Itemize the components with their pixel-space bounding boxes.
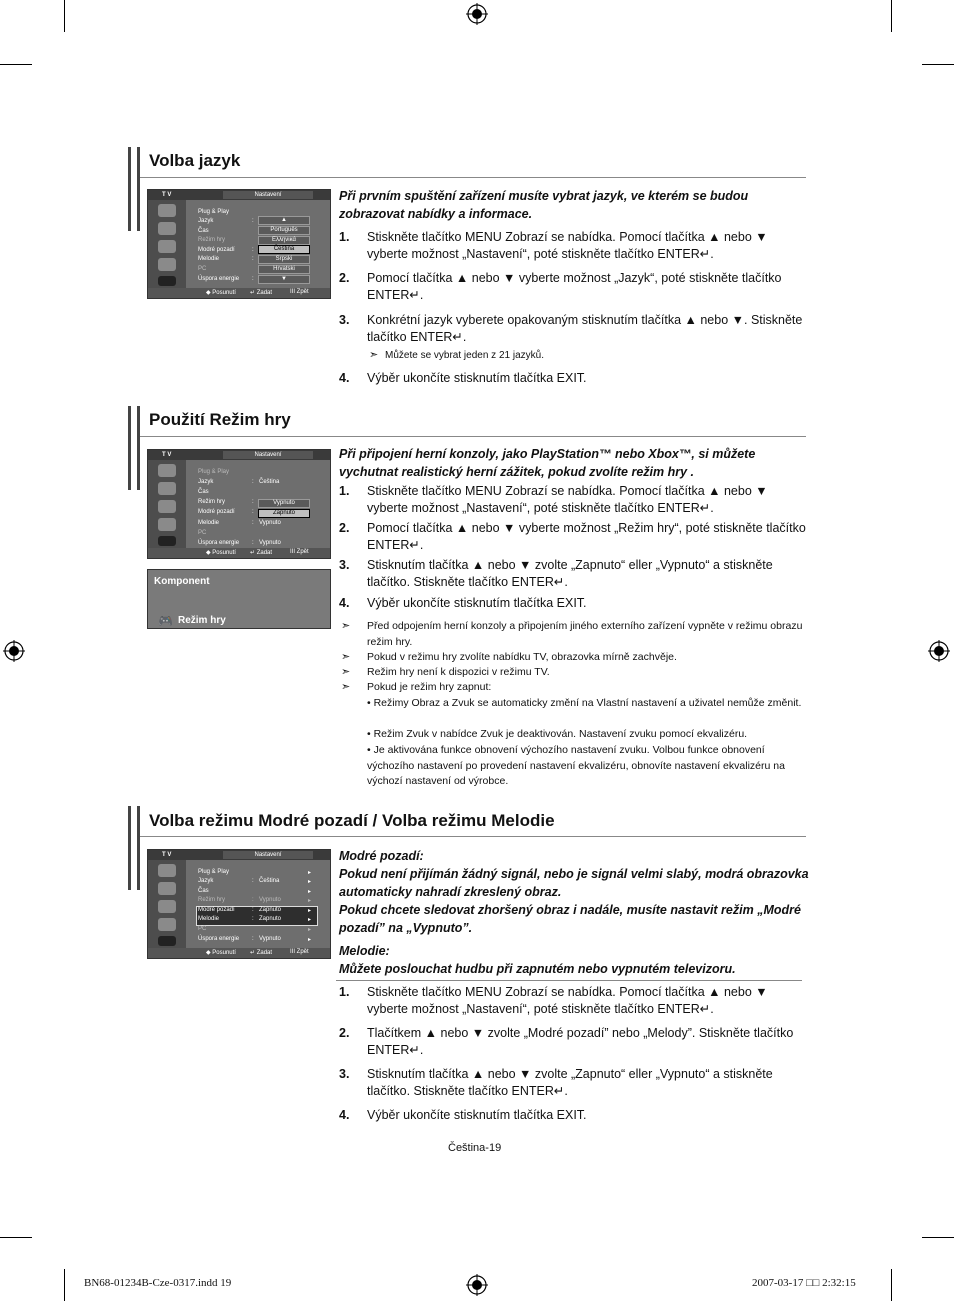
menu-sidebar [148, 860, 186, 948]
note-arrow-icon: ➣ [341, 666, 351, 678]
section-title: Volba jazyk [149, 151, 241, 170]
section-rule [140, 836, 806, 837]
input-icon [158, 464, 176, 477]
game-mode-option: Vypnuto [258, 499, 310, 508]
crop-mark [0, 64, 32, 65]
tv-menu-screenshot: T V Nastavení Plug & Play Jazyk : Čeština Čas Režim hry : Modré pozadí : Melodie : Vypnuto PC Úspora energie : Vypnuto Vypnuto Zapnuto ◆ Posunutí ↵ Zadat III Zpět [147, 449, 331, 559]
sound-icon [158, 900, 176, 913]
language-option: Ελληνικά [258, 236, 310, 245]
menu-footer: ◆ Posunutí ↵ Zadat III Zpět [148, 548, 330, 558]
language-option: Hrvatski [258, 265, 310, 274]
step: 1. Stiskněte tlačítko MENU Zobrazí se nabídka. Pomocí tlačítka ▲ nebo ▼ vyberte možnost „Nastavení“, poté stiskněte tlačítko ENTER↵. [339, 985, 768, 1016]
bullet-item: • Režim Zvuk v nabídce Zvuk je deaktivován. Nastavení zvuku pomocí ekvalizéru. [367, 728, 748, 740]
note-arrow-icon: ➣ [369, 349, 379, 361]
crop-mark [0, 1237, 32, 1238]
step: 1. Stiskněte tlačítko MENU Zobrazí se nabídka. Pomocí tlačítka ▲ nebo ▼ vyberte možnost „Nastavení“, poté stiskněte tlačítko ENTER↵. [339, 484, 768, 515]
section-intro: Můžete poslouchat hudbu při zapnutém nebo vypnutém televizoru. [339, 962, 736, 976]
picture-icon [158, 222, 176, 235]
menu-footer: ◆ Posunutí ↵ Zadat III Zpět [148, 948, 330, 958]
divider [336, 980, 802, 981]
section-intro: Při prvním spuštění zařízení musíte vybrat jazyk, ve kterém se budou zobrazovat nabídky a informace. [339, 189, 749, 221]
channel-icon [158, 518, 176, 531]
step: 2. Tlačítkem ▲ nebo ▼ zvolte „Modré pozadí” nebo „Melody”. Stiskněte tlačítko ENTER↵. [339, 1026, 794, 1057]
page-number: Čeština-19 [448, 1142, 502, 1154]
section-intro: Při připojení herní konzoly, jako PlayStation™ nebo Xbox™, si můžete vychutnat realistický herní zážitek, pokud zvolíte režim hry . [339, 447, 756, 479]
footer-filename: BN68-01234B-Cze-0317.indd 19 [84, 1277, 232, 1289]
note: ➣ Pokud v režimu hry zvolíte nabídku TV, obrazovka mírně zachvěje. [339, 650, 809, 666]
gamepad-icon: 🎮 [158, 614, 173, 628]
input-icon [158, 204, 176, 217]
crop-mark [64, 1269, 65, 1301]
registration-mark-icon [928, 640, 950, 662]
section-intro: Melodie: [339, 944, 390, 958]
setup-icon [158, 536, 176, 546]
menu-row: Modré pozadí [198, 247, 235, 253]
section-rule [140, 436, 806, 437]
note: ➣ Režim hry není k dispozici v režimu TV. [339, 665, 809, 681]
picture-icon [158, 482, 176, 495]
crop-mark [922, 64, 954, 65]
language-option: Português [258, 226, 310, 235]
section-bar [128, 806, 140, 890]
step: 3. Stisknutím tlačítka ▲ nebo ▼ zvolte „Zapnuto“ eller „Vypnuto“ a stiskněte tlačítko. Stiskněte tlačítko ENTER↵. [339, 1067, 773, 1098]
picture-icon [158, 882, 176, 895]
language-option: ▼ [258, 275, 310, 284]
step: 4. Výběr ukončíte stisknutím tlačítka EXIT. [339, 371, 587, 385]
step: 4. Výběr ukončíte stisknutím tlačítka EXIT. [339, 1108, 587, 1122]
step: 2. Pomocí tlačítka ▲ nebo ▼ vyberte možnost „Jazyk“, poté stiskněte tlačítko ENTER↵. [339, 271, 782, 302]
step: 3. Konkrétní jazyk vyberete opakovaným stisknutím tlačítka ▲ nebo ▼. Stiskněte tlačítko ENTER↵. [339, 313, 803, 344]
section-bar [128, 147, 140, 231]
menu-row: Úspora energie [198, 276, 240, 282]
section-bar [128, 406, 140, 490]
step: 1. Stiskněte tlačítko MENU Zobrazí se nabídka. Pomocí tlačítka ▲ nebo ▼ vyberte možnost „Nastavení“, poté stiskněte tlačítko ENTER↵. [339, 230, 768, 261]
tv-menu-screenshot: T V Nastavení Plug & Play ▸ Jazyk : Čeština ▸ Čas ▸ Režim hry : Vypnuto ▸ Modré pozadí : Zapnuto ▸ Melodie : Zapnuto ▸ PC ▸ Úspora energie : Vypnuto ▸ ◆ Posunutí ↵ Zadat III Zpět [147, 849, 331, 959]
menu-row: Režim hry [198, 237, 226, 243]
menu-sidebar [148, 200, 186, 288]
registration-mark-icon [466, 3, 488, 25]
note: ➣ Před odpojením herní konzoly a připojením jiného externího zařízení vypněte v režimu obrazu režim hry. [341, 620, 803, 648]
crop-mark [64, 0, 65, 32]
language-option: ▲ [258, 216, 310, 225]
note-arrow-icon: ➣ [341, 620, 351, 632]
step: 3. Stisknutím tlačítka ▲ nebo ▼ zvolte „Zapnuto“ eller „Vypnuto“ a stiskněte tlačítko. Stiskněte tlačítko ENTER↵. [339, 558, 773, 589]
language-option: Srpski [258, 255, 310, 264]
menu-row: Plug & Play [198, 209, 230, 215]
menu-row: Melodie [198, 256, 220, 262]
setup-icon [158, 936, 176, 946]
step: 2. Pomocí tlačítka ▲ nebo ▼ vyberte možnost „Režim hry“, poté stiskněte tlačítko ENTER↵. [339, 521, 806, 552]
note: ➣ Můžete se vybrat jeden z 21 jazyků. [339, 348, 809, 364]
menu-row: Jazyk [198, 218, 214, 224]
setup-icon [158, 276, 176, 286]
crop-mark [922, 1237, 954, 1238]
section-title: Volba režimu Modré pozadí / Volba režimu Melodie [149, 811, 555, 830]
note-arrow-icon: ➣ [341, 681, 351, 693]
game-mode-option-selected: Zapnuto [258, 509, 310, 518]
language-option-selected: Čeština [258, 245, 310, 254]
registration-mark-icon [3, 640, 25, 662]
step: 4. Výběr ukončíte stisknutím tlačítka EXIT. [339, 596, 587, 610]
bullet-item: • Režimy Obraz a Zvuk se automaticky změní na Vlastní nastavení a uživatel nemůže změnit. [367, 697, 802, 709]
section-intro: Pokud chcete sledovat zhoršený obraz i nadále, musíte nastavit režim „Modré pozadí” na „Vypnuto”. [339, 903, 801, 935]
note: ➣ Pokud je režim hry zapnut: [339, 680, 809, 696]
section-rule [140, 177, 806, 178]
registration-mark-icon [466, 1274, 488, 1296]
menu-sidebar [148, 460, 186, 548]
tv-label: T V [162, 192, 172, 198]
crop-mark [891, 1269, 892, 1301]
input-icon [158, 864, 176, 877]
bullet-item: • Je aktivována funkce obnovení výchozího nastavení zvuku. Volbou funkce obnovení výchozího nastavení po provedení nastavení ekvalizéru, obnovíte nastavení ekvalizéru na výchozí nastavení od výrobce. [367, 744, 785, 787]
section-intro: Pokud není přijímán žádný signál, nebo je signál velmi slabý, modrá obrazovka automaticky nahradí zkreslený obraz. [339, 867, 809, 899]
section-title: Použití Režim hry [149, 410, 291, 429]
section-intro: Modré pozadí: [339, 849, 424, 863]
sound-icon [158, 500, 176, 513]
channel-icon [158, 918, 176, 931]
menu-row: PC [198, 266, 207, 272]
menu-footer: ◆ Posunutí ↵ Zadat III Zpět [148, 288, 330, 298]
sound-icon [158, 240, 176, 253]
crop-mark [891, 0, 892, 32]
channel-icon [158, 258, 176, 271]
menu-title: Nastavení [223, 191, 313, 199]
menu-row: Čas [198, 228, 209, 234]
tv-menu-screenshot: T V Nastavení Plug & Play Jazyk : Čas Režim hry Modré pozadí : Melodie : PC Úspora energie : ▲ Português Ελληνικά Čeština Srpski Hrvatski ▼ ◆ Posunutí ↵ Zadat III Zpět [147, 189, 331, 299]
note-arrow-icon: ➣ [341, 651, 351, 663]
component-panel: Komponent 🎮 Režim hry [147, 569, 331, 629]
footer-timestamp: 2007-03-17 □□ 2:32:15 [752, 1277, 856, 1289]
